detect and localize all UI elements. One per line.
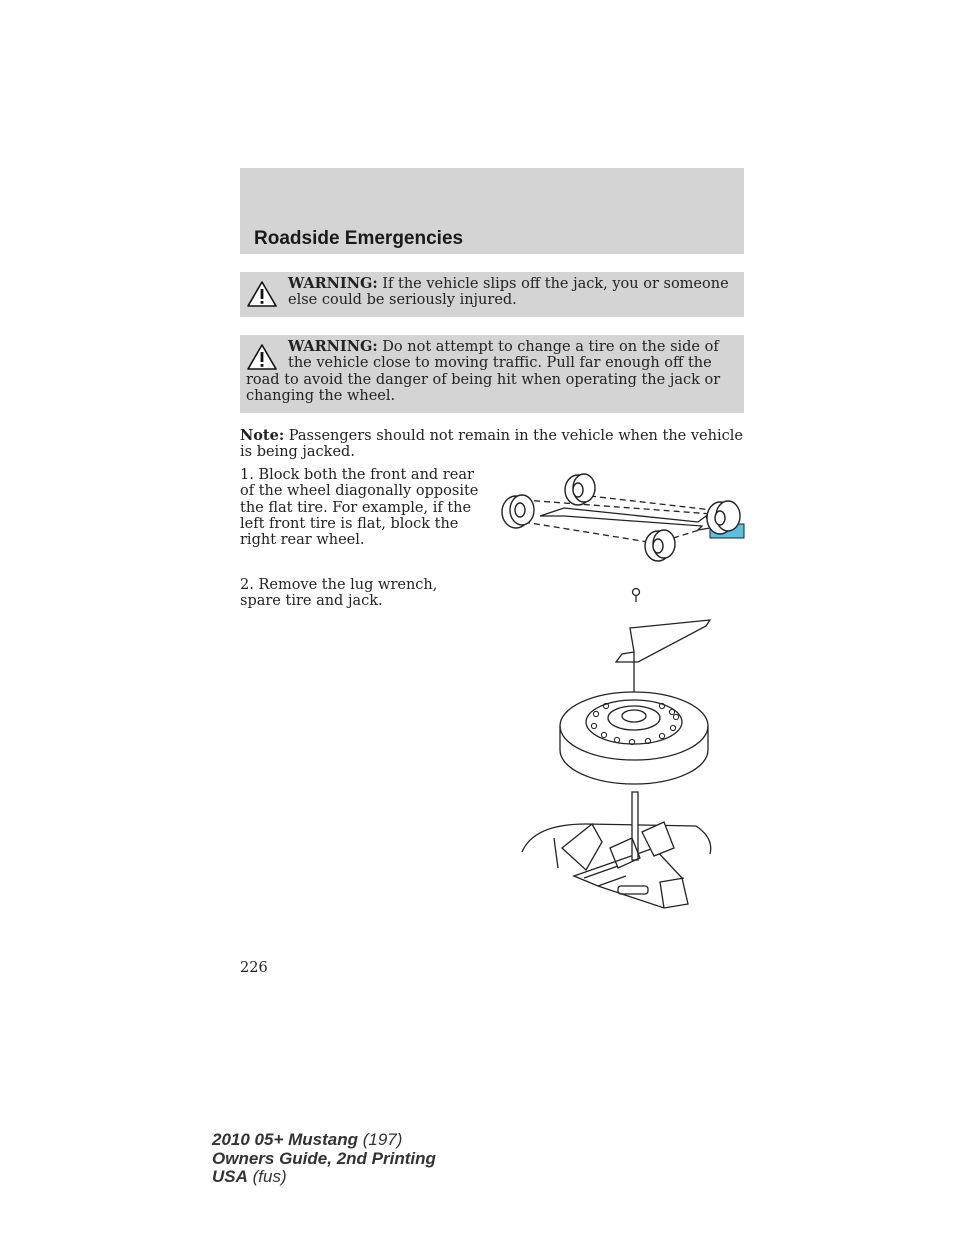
warning-label: WARNING: — [288, 338, 378, 355]
footer-edition: Owners Guide, 2nd Printing — [212, 1148, 436, 1168]
spare-tire-jack-diagram — [514, 586, 714, 922]
note-paragraph — [240, 428, 744, 461]
warning-triangle-icon — [246, 280, 278, 308]
warning-text: If the vehicle slips off the jack, you or someone else could be seriously injured. — [288, 276, 729, 309]
warning-box-jack — [240, 272, 744, 317]
footer-model-code: (197) — [358, 1130, 403, 1149]
warning-triangle-icon — [246, 343, 278, 371]
footer-model: 2010 05+ Mustang — [212, 1130, 358, 1149]
footer-market-code: (fus) — [247, 1167, 287, 1186]
section-title: Roadside Emergencies — [254, 228, 464, 249]
wheel-chock-diagram — [498, 466, 746, 572]
footer-market: USA — [212, 1167, 248, 1186]
warning-box-traffic — [240, 335, 744, 413]
step-1-text: 1. Block both the front and rear of the wheel diagonally opposite the flat tire. For example, if the left front tire is flat, block the right rear wheel. — [240, 467, 479, 549]
section-header-band — [240, 168, 744, 254]
warning-label: WARNING: — [288, 275, 378, 292]
note-label: Note: — [240, 427, 285, 444]
document-footer — [212, 1131, 436, 1187]
warning-text: Do not attempt to change a tire on the side of the vehicle close to moving traffic. Pull far enough off the road to avoid the danger of being hit when operating the jack or changing the wheel. — [246, 339, 721, 404]
page-number: 226 — [240, 960, 268, 976]
step-2-text: 2. Remove the lug wrench, spare tire and jack. — [240, 577, 438, 610]
note-text: Passengers should not remain in the vehicle when the vehicle is being jacked. — [240, 428, 743, 461]
